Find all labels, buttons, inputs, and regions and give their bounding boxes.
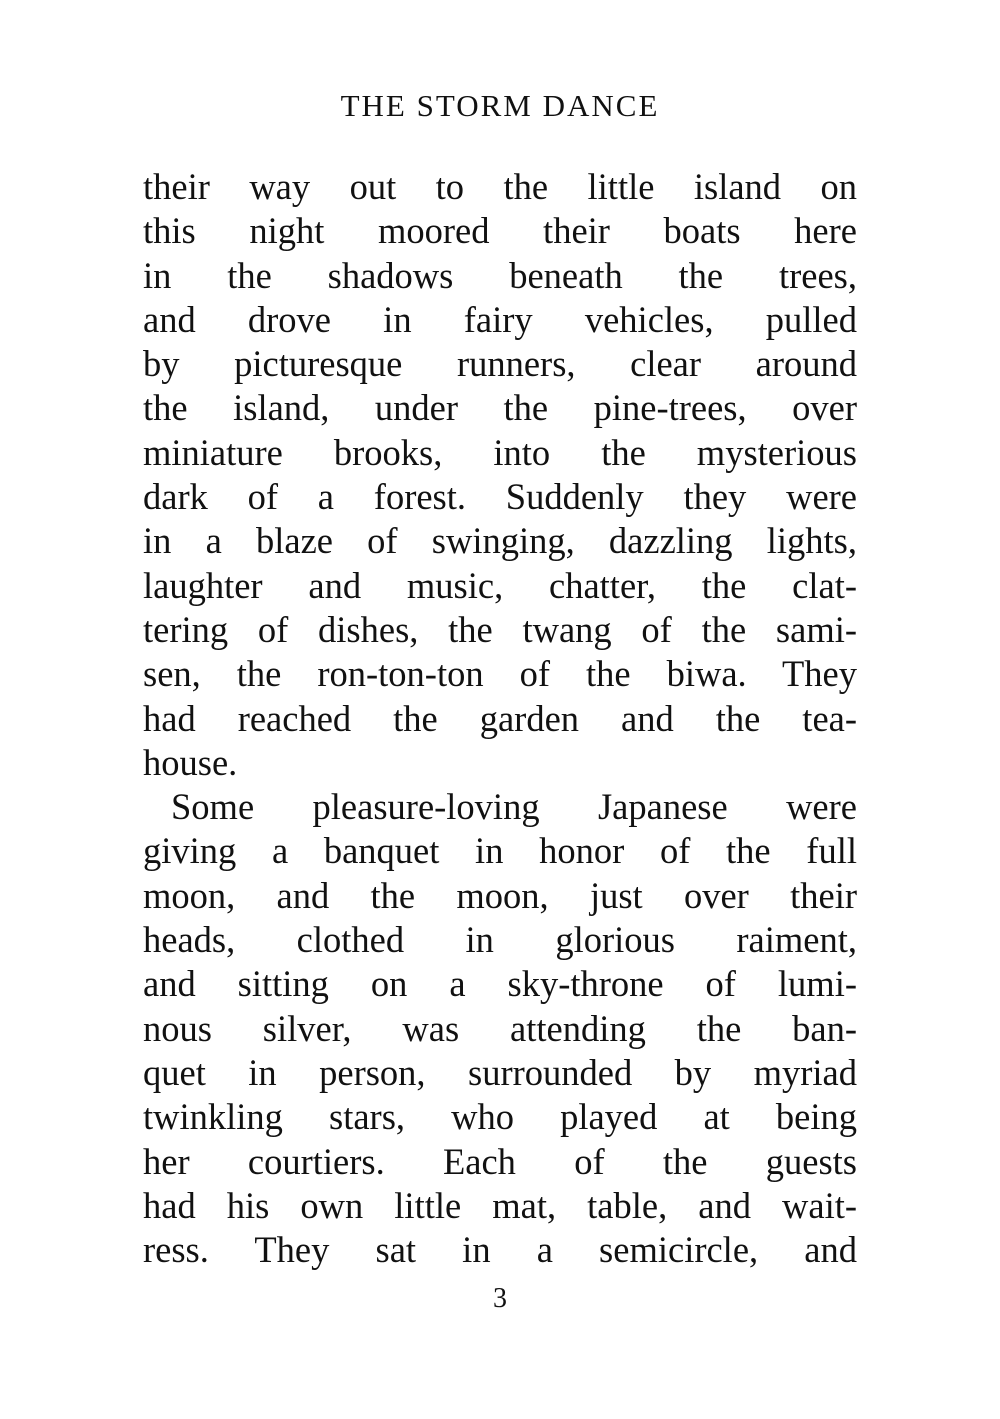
text-line: their way out to the little island on <box>143 166 857 207</box>
text-line: giving a banquet in honor of the full <box>143 830 857 872</box>
text-line: quet in person, surrounded by myriad <box>143 1051 857 1093</box>
text-line: had reached the garden and the tea- <box>143 697 857 739</box>
text-line: dark of a forest. Suddenly they were <box>143 476 857 518</box>
paragraph <box>143 785 857 1272</box>
text-line: heads, clothed in glorious raiment, <box>143 919 857 961</box>
text-line: this night moored their boats here <box>143 210 857 252</box>
paragraph <box>143 165 857 785</box>
text-line: ress. They sat in a semicircle, and <box>143 1229 857 1271</box>
running-head: THE STORM DANCE <box>340 88 660 123</box>
text-line: nous silver, was attending the ban- <box>143 1007 857 1049</box>
text-line: Some pleasure-loving Japanese were <box>171 786 857 828</box>
text-line: and drove in fairy vehicles, pulled <box>143 298 857 340</box>
text-line: her courtiers. Each of the guests <box>143 1140 857 1182</box>
text-line: in a blaze of swinging, dazzling lights, <box>143 520 857 562</box>
text-line: moon, and the moon, just over their <box>143 874 857 916</box>
text-line: the island, under the pine-trees, over <box>143 387 857 429</box>
text-line: miniature brooks, into the mysterious <box>143 431 857 473</box>
text-line: twinkling stars, who played at being <box>143 1096 857 1138</box>
text-line: in the shadows beneath the trees, <box>143 254 857 296</box>
body-text <box>143 165 857 1272</box>
text-line: tering of dishes, the twang of the sami- <box>143 608 857 650</box>
text-line: sen, the ron-ton-ton of the biwa. They <box>143 653 857 695</box>
text-line: and sitting on a sky-throne of lumi- <box>143 963 857 1005</box>
text-line: had his own little mat, table, and wait- <box>143 1184 857 1226</box>
text-line: by picturesque runners, clear around <box>143 343 857 385</box>
page-number: 3 <box>493 1283 507 1314</box>
text-line: laughter and music, chatter, the clat- <box>143 564 857 606</box>
text-line: house. <box>143 741 238 783</box>
